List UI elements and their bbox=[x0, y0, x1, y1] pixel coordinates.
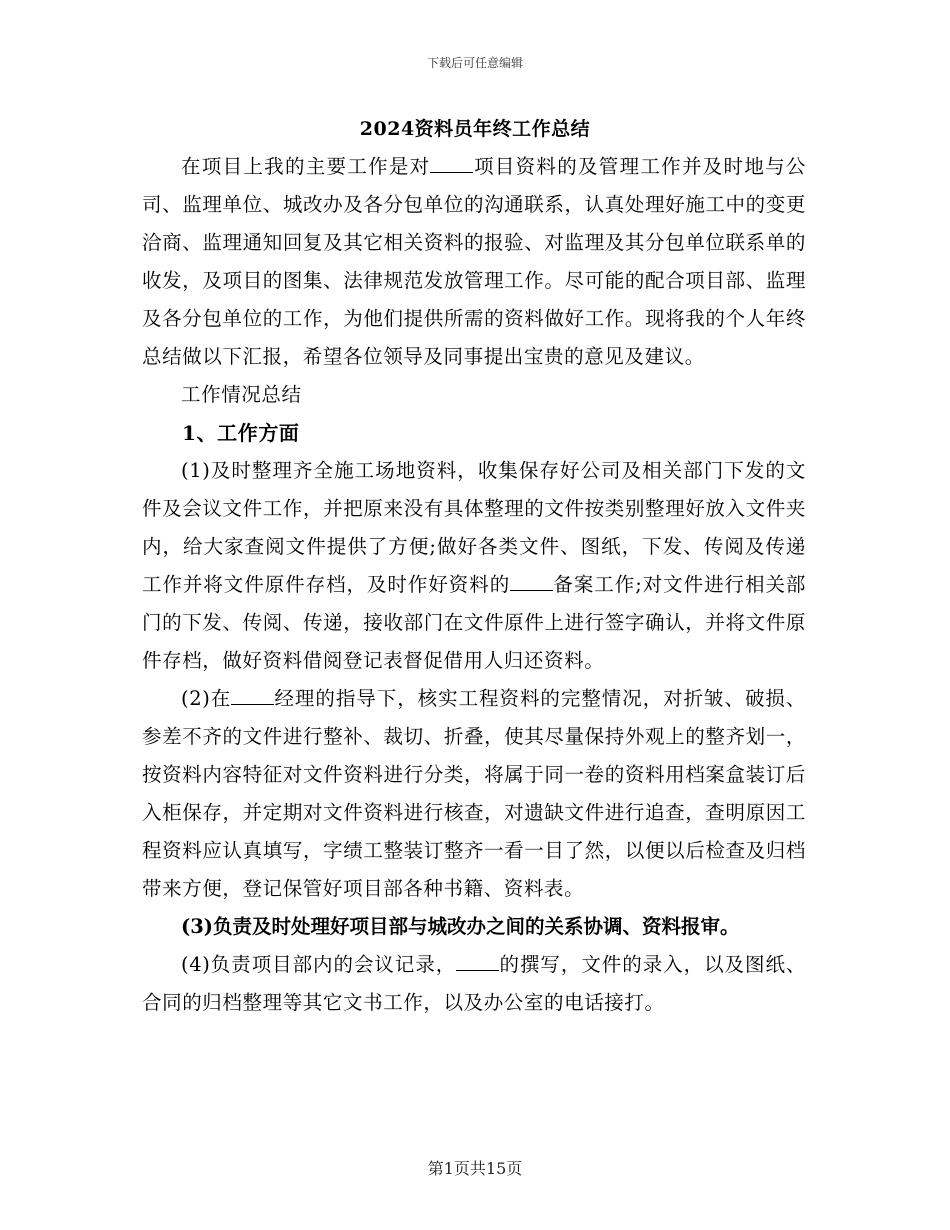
paragraph-item-1 bbox=[142, 452, 806, 680]
blank-line bbox=[510, 571, 553, 592]
document-title: 2024资料员年终工作总结 bbox=[359, 118, 591, 140]
paragraph-item-1-part2: 备案工作;对文件进行相关部门的下发、传阅、传递，接收部门在文件原件上进行签字确认，并将文件原件存档，做好资料借阅登记表督促借用人归还资料。 bbox=[142, 573, 806, 672]
blank-line bbox=[231, 685, 274, 706]
paragraph-item-1-part1: (1)及时整理齐全施工场地资料，收集保存好公司及相关部门下发的文件及会议文件工作，并把原来没有具体整理的文件按类别整理好放入文件夹内，给大家查阅文件提供了方便;做好各类文件、图纸，下发、传阅及传递工作并将文件原件存档，及时作好资料的 bbox=[142, 459, 806, 596]
paragraph-item-4 bbox=[142, 946, 806, 1022]
paragraph-item-4-part1: (4)负责项目部内的会议记录， bbox=[181, 953, 457, 976]
paragraph-item-4-part2: 的撰写，文件的录入，以及图纸、合同的归档整理等其它文书工作，以及办公室的电话接打。 bbox=[142, 953, 806, 1014]
header-note: 下载后可任意编辑 bbox=[426, 56, 523, 70]
blank-line bbox=[456, 951, 499, 972]
paragraph-item-3: (3)负责及时处理好项目部与城改办之间的关系协调、资料报审。 bbox=[181, 915, 740, 938]
document-body bbox=[142, 148, 806, 1022]
paragraph-item-2 bbox=[142, 680, 806, 908]
paragraph-item-2-part1: (2)在 bbox=[181, 687, 232, 710]
section-label: 工作情况总结 bbox=[181, 383, 302, 406]
page-number: 第1页共15页 bbox=[427, 1159, 523, 1178]
paragraph-intro-part2: 项目资料的及管理工作并及时地与公司、监理单位、城改办及各分包单位的沟通联系，认真处理好施工中的变更洽商、监理通知回复及其它相关资料的报验、对监理及其分包单位联系单的收发，及项目的图集、法律规范发放管理工作。尽可能的配合项目部、监理及各分包单位的工作，为他们提供所需的资料做好工作。现将我的个人年终总结做以下汇报，希望各位领导及同事提出宝贵的意见及建议。 bbox=[142, 155, 807, 368]
paragraph-item-2-part2: 经理的指导下，核实工程资料的完整情况，对折皱、破损、参差不齐的文件进行整补、裁切、折叠，使其尽量保持外观上的整齐划一，按资料内容特征对文件资料进行分类，将属于同一卷的资料用档案盒装订后入柜保存，并定期对文件资料进行核查，对遗缺文件进行追查，查明原因工程资料应认真填写，字绩工整装订整齐一看一目了然，以便以后检查及归档带来方便，登记保管好项目部各种书籍、资料表。 bbox=[142, 687, 806, 900]
section-heading-work: 1、工作方面 bbox=[182, 421, 300, 445]
paragraph-intro bbox=[142, 148, 806, 376]
blank-line bbox=[430, 153, 473, 174]
paragraph-intro-part1: 在项目上我的主要工作是对 bbox=[181, 155, 431, 178]
